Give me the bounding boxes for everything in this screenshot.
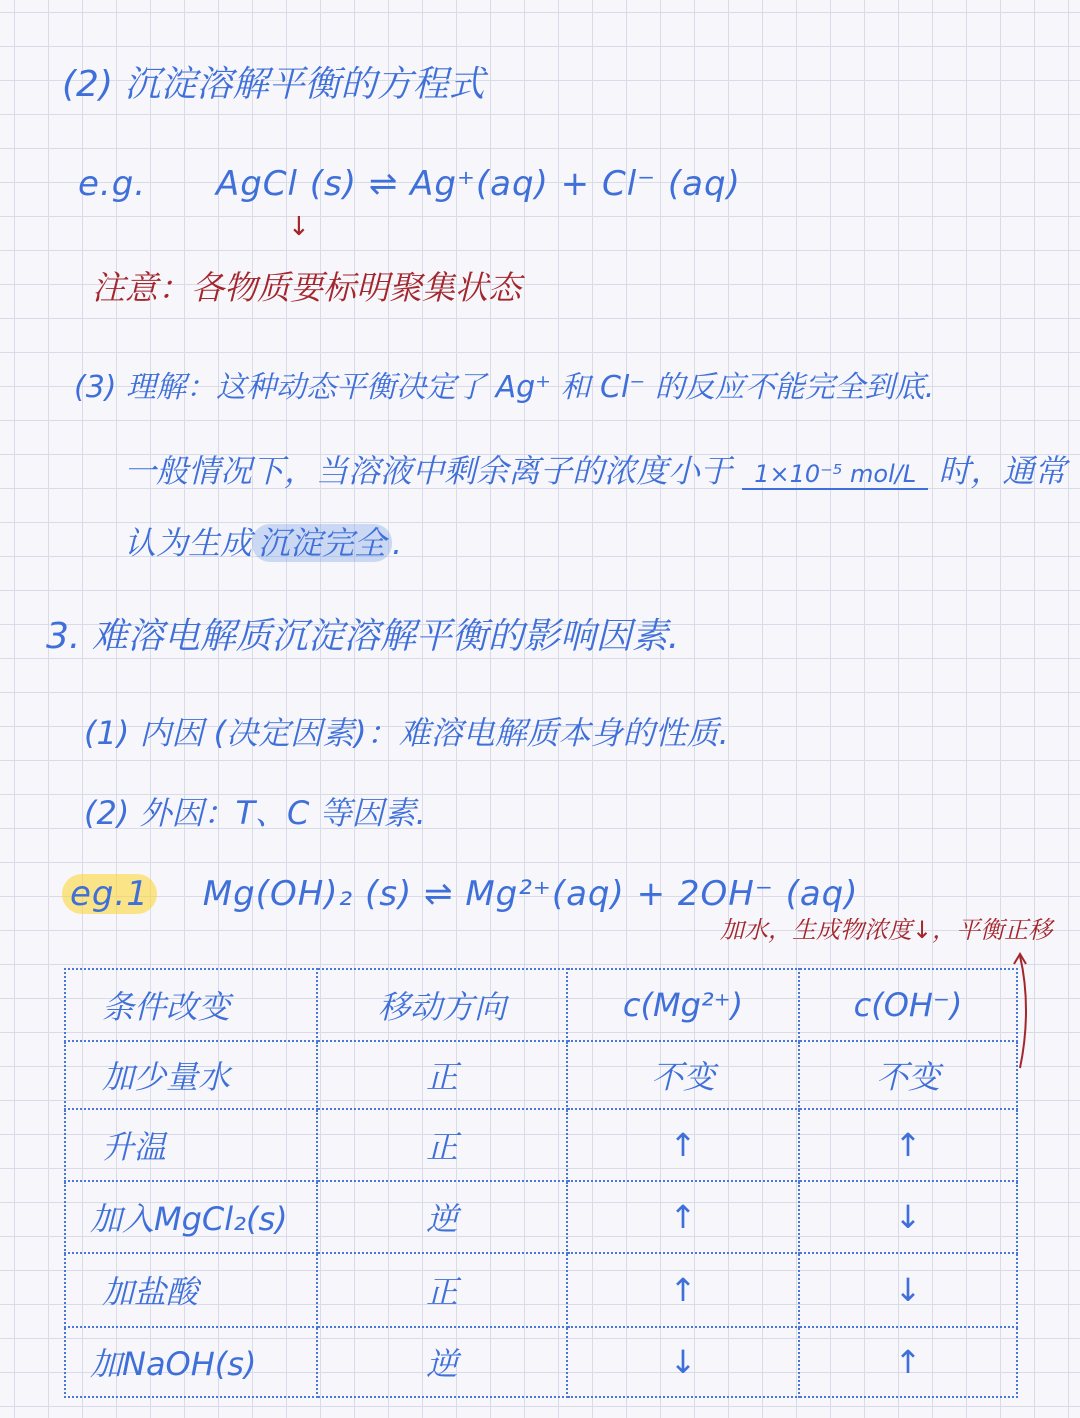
- table-cell: ↓: [567, 1327, 799, 1397]
- table-cell: ↑: [799, 1109, 1017, 1181]
- table-cell: 逆: [317, 1181, 567, 1253]
- table-row: [65, 1181, 1017, 1253]
- highlight-complete-precipitation: 沉淀完全: [252, 524, 392, 562]
- section-2-title: (2) 沉淀溶解平衡的方程式: [62, 64, 485, 105]
- table-cell: 逆: [317, 1327, 567, 1397]
- example-1-line: [62, 874, 859, 914]
- table-cell: 正: [317, 1253, 567, 1327]
- factor-external: (2) 外因：T、C 等因素.: [84, 794, 426, 832]
- example-label: e.g.: [78, 164, 147, 204]
- table-cell: ↓: [799, 1181, 1017, 1253]
- heading-3: 3. 难溶电解质沉淀溶解平衡的影响因素.: [46, 616, 680, 657]
- table-cell: ↑: [799, 1327, 1017, 1397]
- side-note: 加水，生成物浓度↓，平衡正移: [720, 916, 1053, 944]
- table-cell: 正: [317, 1041, 567, 1109]
- table-cell: 加少量水: [65, 1041, 317, 1109]
- table-header-cell: c(Mg²⁺): [567, 969, 799, 1041]
- table-cell: ↑: [567, 1181, 799, 1253]
- table-cell: 不变: [799, 1041, 1017, 1109]
- example-1-equation: Mg(OH)₂ (s) ⇌ Mg²⁺(aq) + 2OH⁻ (aq): [202, 874, 859, 914]
- section-3-line-2-prefix: 一般情况下，当溶液中剩余离子的浓度小于: [124, 452, 733, 490]
- section-3-line-2: [124, 446, 1066, 492]
- concentration-blank: 1×10⁻⁵ mol/L: [742, 460, 928, 490]
- table-cell: 升温: [65, 1109, 317, 1181]
- effects-table: [64, 968, 1018, 1398]
- table-header-cell: 条件改变: [65, 969, 317, 1041]
- section-3-line-3-prefix: 认为生成: [124, 524, 253, 562]
- table-cell: 正: [317, 1109, 567, 1181]
- table-cell: ↑: [567, 1109, 799, 1181]
- table-header-row: [65, 969, 1017, 1041]
- section-3-line-1: (3) 理解：这种动态平衡决定了 Ag⁺ 和 Cl⁻ 的反应不能完全到底.: [74, 370, 935, 405]
- table-cell: 加盐酸: [65, 1253, 317, 1327]
- table-cell: 加入MgCl₂(s): [65, 1181, 317, 1253]
- example-equation: AgCl (s) ⇌ Ag⁺(aq) + Cl⁻ (aq): [215, 164, 741, 204]
- section-3-line-2-suffix: 时，通常: [938, 452, 1067, 490]
- example-1-label: eg.1: [62, 874, 157, 914]
- table-row: [65, 1109, 1017, 1181]
- table-header-cell: c(OH⁻): [799, 969, 1017, 1041]
- table-cell: ↓: [799, 1253, 1017, 1327]
- table-header-cell: 移动方向: [317, 969, 567, 1041]
- example-line: [78, 164, 741, 204]
- section-3-line-3-end: .: [392, 524, 403, 562]
- table-cell: 不变: [567, 1041, 799, 1109]
- table-row: [65, 1253, 1017, 1327]
- table-row: [65, 1041, 1017, 1109]
- factor-internal: (1) 内因 (决定因素)：难溶电解质本身的性质.: [84, 714, 729, 752]
- section-3-line-3: [124, 518, 402, 564]
- arrow-down-icon: ↓: [288, 212, 310, 242]
- table-row: [65, 1327, 1017, 1397]
- table-cell: ↑: [567, 1253, 799, 1327]
- note-state: 注意：各物质要标明聚集状态: [92, 268, 521, 307]
- table-cell: 加NaOH(s): [65, 1327, 317, 1397]
